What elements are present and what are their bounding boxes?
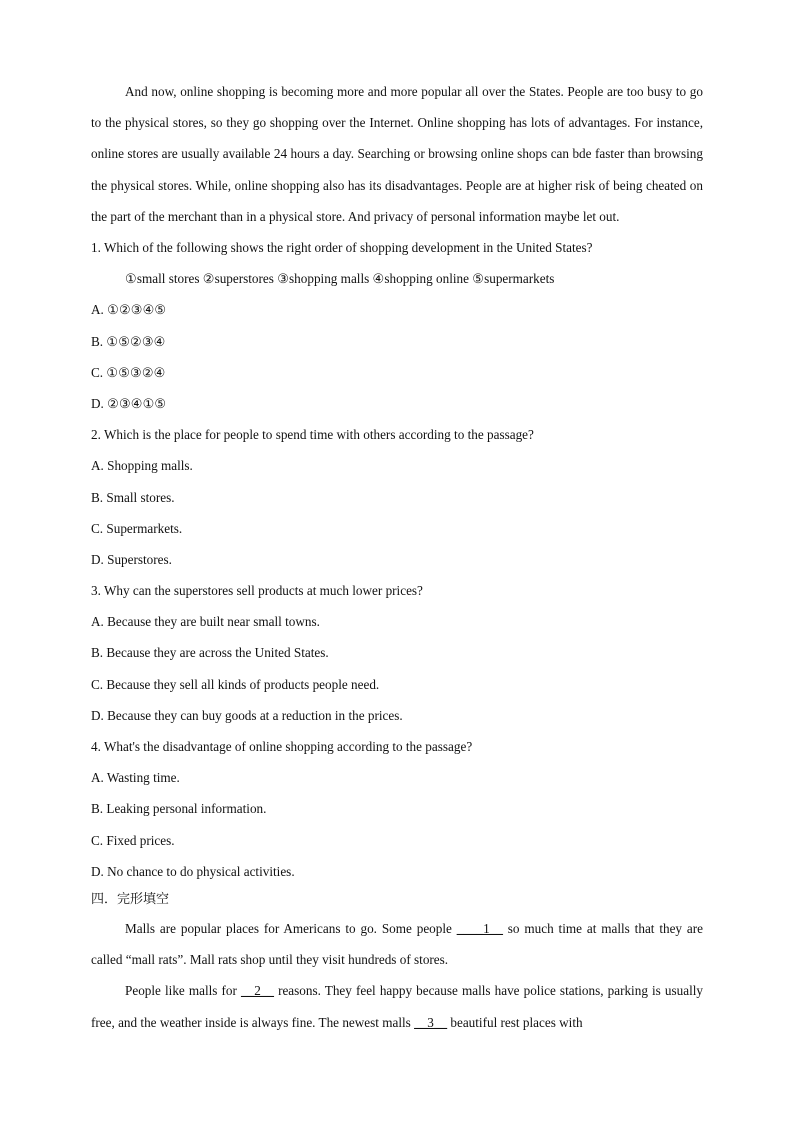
- question-1: [91, 232, 703, 419]
- cloze-section: [91, 887, 703, 1038]
- option-c: C. Because they sell all kinds of products people need.: [91, 676, 380, 692]
- cloze-text: Malls are popular places for Americans to go. Some people: [125, 920, 457, 936]
- option-c: C. Supermarkets.: [91, 520, 183, 536]
- option-d: D. Because they can buy goods at a reduction in the prices.: [91, 707, 403, 723]
- question-stem: 4. What's the disadvantage of online shopping according to the passage?: [91, 739, 473, 755]
- section-heading: 四．完形填空: [91, 891, 170, 907]
- question-stem: 1. Which of the following shows the right order of shopping development in the United States?: [91, 240, 593, 256]
- cloze-paragraph-1: [91, 913, 703, 975]
- option-b: B. Small stores.: [91, 489, 175, 505]
- question-stem: 2. Which is the place for people to spend time with others according to the passage?: [91, 427, 534, 443]
- option-a: A. ①②③④⑤: [91, 302, 167, 318]
- question-2: [91, 419, 703, 575]
- cloze-text: reasons. They feel happy because malls have police stations, parking is usually free, and the weather inside is always fine. The newest malls: [91, 983, 703, 1030]
- question-3: [91, 575, 703, 731]
- document-page: [91, 76, 703, 1038]
- cloze-text: People like malls for: [125, 983, 241, 999]
- option-b: B. Leaking personal information.: [91, 801, 267, 817]
- cloze-blank-3[interactable]: __3__: [414, 1014, 448, 1030]
- option-d: D. No chance to do physical activities.: [91, 863, 295, 879]
- cloze-text: beautiful rest places with: [447, 1014, 583, 1030]
- passage-paragraph: And now, online shopping is becoming more and more popular all over the States. People are too busy to go to the physical stores, so they go shopping over the Internet. Online shopping has lots of advantages. For instance, online stores are usually available 24 hours a day. Searching or browsing online shops can bde faster than browsing the physical stores. While, online shopping also has its disadvantages. People are at higher risk of being cheated on the part of the merchant than in a physical store. And privacy of personal information maybe let out.: [91, 84, 703, 224]
- question-4: [91, 731, 703, 887]
- cloze-blank-2[interactable]: __2__: [241, 983, 274, 999]
- cloze-blank-1[interactable]: ____1__: [456, 920, 503, 936]
- sequence-list: ①small stores ②superstores ③shopping malls ④shopping online ⑤supermarkets: [125, 271, 555, 287]
- option-d: D. ②③④①⑤: [91, 395, 167, 411]
- option-a: A. Because they are built near small towns.: [91, 614, 320, 630]
- option-b: B. ①⑤②③④: [91, 333, 166, 349]
- option-a: A. Wasting time.: [91, 770, 180, 786]
- option-d: D. Superstores.: [91, 551, 172, 567]
- option-b: B. Because they are across the United States.: [91, 645, 329, 661]
- option-a: A. Shopping malls.: [91, 458, 193, 474]
- question-stem: 3. Why can the superstores sell products at much lower prices?: [91, 583, 423, 599]
- option-c: C. Fixed prices.: [91, 832, 175, 848]
- cloze-paragraph-2: [91, 975, 703, 1037]
- option-c: C. ①⑤③②④: [91, 364, 166, 380]
- cloze-text: so much time at malls that they are called “mall rats”. Mall rats shop until they visit hundreds of stores.: [91, 920, 703, 968]
